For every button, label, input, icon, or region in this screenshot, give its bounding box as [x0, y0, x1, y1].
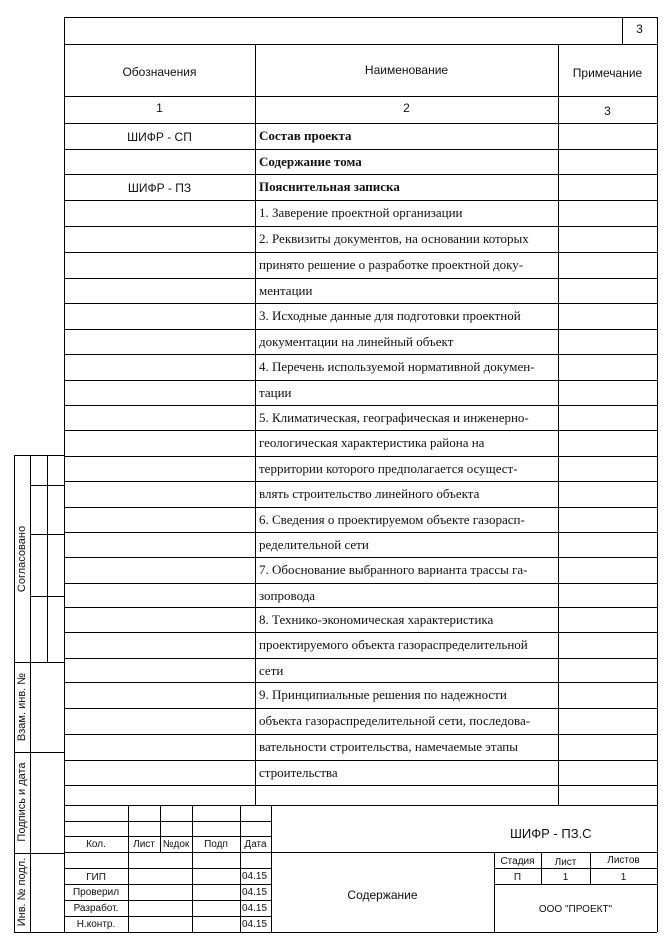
stamp-replaced-inv: Взам. инв. №	[16, 672, 28, 742]
stamp-original-inv: Инв. № подл.	[16, 857, 28, 927]
row-line	[64, 354, 657, 355]
colnum-bottom-line	[64, 123, 657, 124]
row-text: территории которого предполагается осущест-	[259, 461, 518, 476]
tb-date-gip: 04.15	[242, 871, 268, 882]
row-text: 8. Технико-экономическая характеристика	[259, 612, 494, 627]
tb-stage-label: Стадия	[500, 856, 535, 867]
tb-col-kol: Кол.	[86, 839, 106, 850]
row-text: ментации	[259, 283, 313, 298]
tb-v-4	[240, 805, 241, 932]
row-text: проектируемого объекта газораспределительной	[259, 637, 528, 652]
col-divider-1	[255, 44, 256, 805]
tb-sheet-value: 1	[562, 872, 569, 883]
stamp-line-b	[30, 534, 64, 535]
row-text: 1. Заверение проектной организации	[259, 205, 463, 220]
row-text: Состав проекта	[259, 128, 352, 143]
row-line	[64, 303, 657, 304]
col-number-3: 3	[604, 104, 611, 118]
row-code: ШИФР - СП	[127, 130, 192, 144]
row-line	[64, 532, 657, 533]
row-line	[64, 760, 657, 761]
row-line	[64, 583, 657, 584]
row-code: ШИФР - ПЗ	[127, 181, 192, 195]
row-text: принято решение о разработке проектной доку-	[259, 257, 524, 272]
table-bottom-line	[64, 805, 657, 806]
col-divider-2	[558, 44, 559, 805]
row-line	[64, 200, 657, 201]
header-bottom-line	[64, 96, 657, 97]
row-text: Пояснительная записка	[259, 179, 400, 194]
col-number-2: 2	[403, 101, 410, 115]
stamp-third-col	[47, 455, 48, 662]
row-line	[64, 481, 657, 482]
row-text: сети	[259, 663, 284, 678]
stamp-inner-left	[30, 455, 31, 932]
row-text: документации на линейный объект	[259, 334, 454, 349]
stamp-signature-date: Подпись и дата	[16, 762, 28, 842]
tb-sheets-label: Листов	[607, 855, 640, 866]
header-top-line	[64, 44, 657, 45]
frame-top	[64, 17, 657, 18]
row-text: 2. Реквизиты документов, на основании которых	[259, 231, 529, 246]
row-line	[64, 507, 657, 508]
row-text: 3. Исходные данные для подготовки проектной	[259, 308, 521, 323]
frame-bottom	[14, 932, 657, 933]
tb-main-divider	[64, 852, 657, 853]
row-text: вательности строительства, намечаемые этапы	[259, 739, 518, 754]
tb-stage-value: П	[513, 872, 522, 883]
col-number-1: 1	[156, 101, 163, 115]
row-line	[64, 430, 657, 431]
tb-col-list: Лист	[133, 839, 155, 850]
row-text: 5. Климатическая, географическая и инженерно-	[259, 410, 529, 425]
header-note: Примечание	[572, 66, 643, 80]
row-line	[64, 607, 657, 608]
row-line	[64, 174, 657, 175]
tb-col-data: Дата	[244, 839, 267, 850]
tb-stage-line-2	[494, 884, 657, 885]
row-text: строительства	[259, 765, 338, 780]
tb-v-5	[271, 805, 272, 932]
tb-role-gip: ГИП	[86, 872, 106, 883]
stamp-line-c	[30, 596, 64, 597]
tb-sheets-value: 1	[620, 872, 627, 883]
tb-col-ndoc: №док	[162, 839, 190, 850]
sheet-number: 3	[636, 22, 643, 36]
row-text: 4. Перечень используемой нормативной докумен-	[259, 359, 535, 374]
row-text: влять строительство линейного объекта	[259, 486, 480, 501]
frame-right	[657, 17, 658, 932]
stamp-outer-left	[14, 455, 15, 932]
row-line	[64, 734, 657, 735]
row-text: Содержание тома	[259, 154, 362, 169]
tb-date-normcontrol: 04.15	[242, 919, 268, 930]
frame-left	[64, 17, 65, 932]
row-line	[64, 785, 657, 786]
tb-role-checked: Проверил	[72, 887, 120, 898]
row-line	[64, 456, 657, 457]
row-line	[64, 708, 657, 709]
row-line	[64, 252, 657, 253]
tb-company: ООО "ПРОЕКТ"	[538, 904, 613, 915]
row-line	[64, 658, 657, 659]
tb-v-1	[128, 805, 129, 932]
row-line	[64, 632, 657, 633]
tb-role-normcontrol: Н.контр.	[76, 919, 116, 930]
header-name: Наименование	[364, 63, 449, 77]
tb-sheet-label: Лист	[554, 857, 577, 868]
row-text: тации	[259, 385, 292, 400]
row-line	[64, 380, 657, 381]
tb-date-checked: 04.15	[242, 887, 268, 898]
row-text: 7. Обоснование выбранного варианта трассы га-	[259, 562, 528, 577]
tb-title: Содержание	[347, 888, 418, 902]
tb-role-developed: Разработ.	[73, 903, 119, 914]
stamp-agreed: Согласовано	[16, 525, 28, 593]
row-text: 6. Сведения о проектируемом объекте газорасп-	[259, 512, 525, 527]
row-line	[64, 329, 657, 330]
tb-col-podp: Подп	[204, 839, 228, 850]
row-line	[64, 149, 657, 150]
tb-doc-code: ШИФР - ПЗ.С	[510, 826, 592, 841]
row-line	[64, 405, 657, 406]
tb-date-developed: 04.15	[242, 903, 268, 914]
stamp-line-a	[30, 485, 64, 486]
row-line	[64, 557, 657, 558]
row-text: объекта газораспределительной сети, последова-	[259, 713, 531, 728]
tb-stage-line-1	[494, 868, 657, 869]
stamp-top	[14, 455, 64, 456]
tb-v-3	[192, 805, 193, 932]
row-text: ределительной сети	[259, 537, 369, 552]
row-line	[64, 682, 657, 683]
row-text: 9. Принципиальные решения по надежности	[259, 687, 507, 702]
row-line	[64, 226, 657, 227]
row-text: зопровода	[259, 588, 316, 603]
header-designations: Обозначения	[122, 65, 197, 79]
row-line	[64, 278, 657, 279]
row-text: геологическая характеристика района на	[259, 435, 485, 450]
